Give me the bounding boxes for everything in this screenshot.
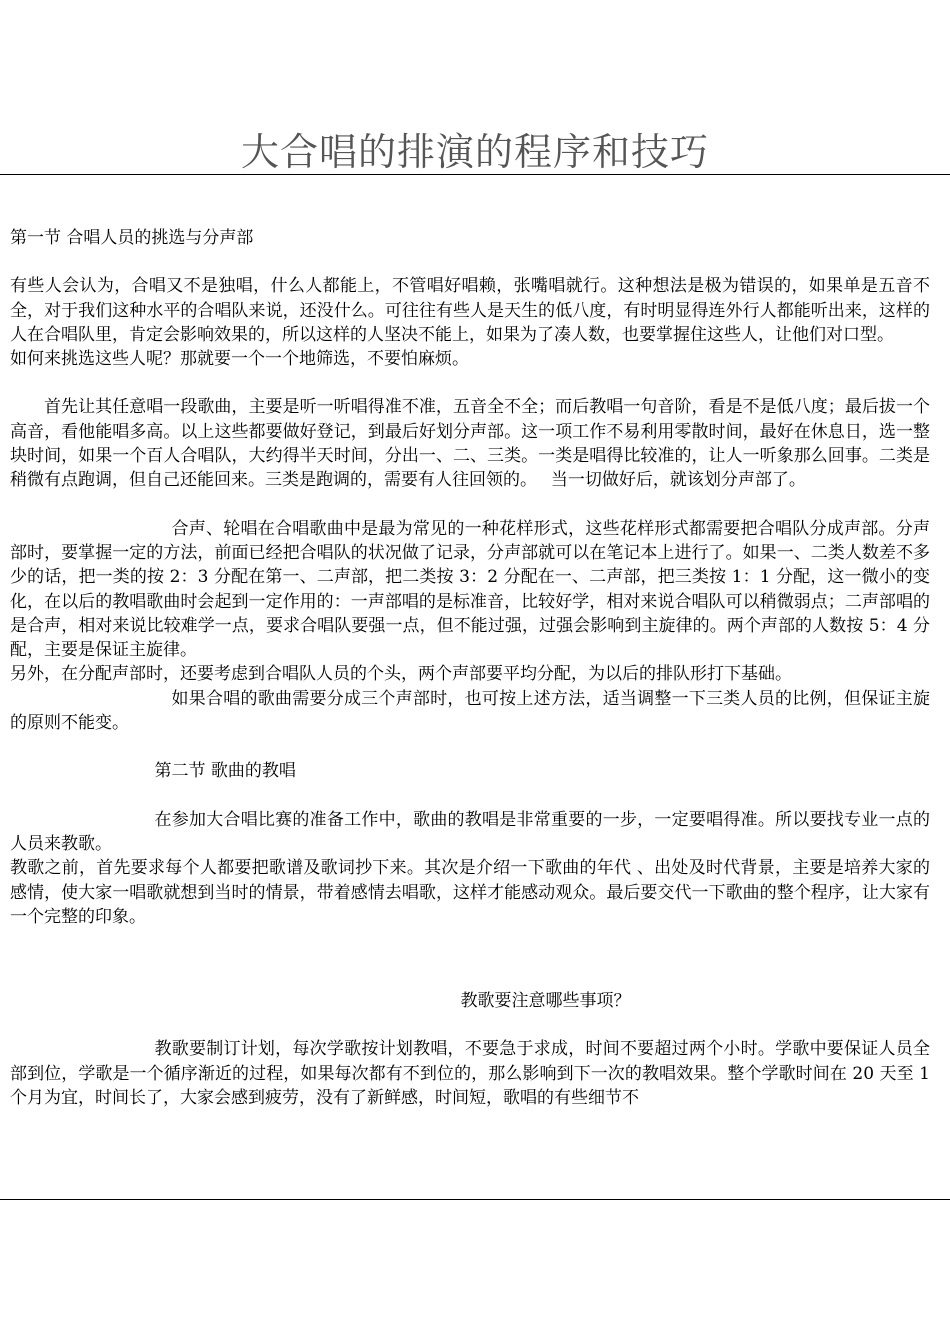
footer-rule <box>0 1199 950 1200</box>
spacer <box>10 1013 930 1037</box>
section2-paragraph-3: 教歌要制订计划，每次学歌按计划教唱，不要急于求成，时间不要超过两个小时。学歌中要保证人员全部到位，学歌是一个循序渐近的过程，如果每次都有不到位的，那么影响到下一次的教唱效果。整个学歌时间在 20 天至 1 个月为宜，时间长了，大家会感到疲劳，没有了新鲜感，时间短，歌唱的有些细节不 <box>10 1039 930 1109</box>
spacer <box>10 735 930 759</box>
spacer <box>10 493 930 517</box>
section1-paragraph-2: 如何来挑选这些人呢？那就要一个一个地筛选，不要怕麻烦。 <box>10 349 469 370</box>
document-body <box>10 226 930 1200</box>
header-rule <box>0 174 950 175</box>
section2-paragraph-1: 在参加大合唱比赛的准备工作中，歌曲的教唱是非常重要的一步，一定要唱得准。所以要找专业一点的人员来教歌。 <box>10 809 930 854</box>
spacer <box>10 929 930 989</box>
section1-paragraph-5: 另外，在分配声部时，还要考虑到合唱队人员的个头，两个声部要平均分配，为以后的排队形打下基础。 <box>10 664 792 685</box>
spacer <box>10 371 930 395</box>
spacer <box>10 784 930 808</box>
section1-paragraph-4: 合声、轮唱在合唱歌曲中是最为常见的一种花样形式，这些花样形式都需要把合唱队分成声部。分声部时，要掌握一定的方法，前面已经把合唱队的状况做了记录，分声部就可以在笔记本上进行了。如果一、二类人数差不多少的话，把一类的按 2：3 分配在第一、二声部，把二类按 3：2 分配在一、二声部，把三类按 1：1 分配，这一微小的变化，在以后的教唱歌曲时会起到一定作用的：一声部唱的是标准音，比较好学，相对来说合唱队可以稍微弱点；二声部唱的是合声，相对来说比较难学一点，要求合唱队要强一点，但不能过强，过强会影响到主旋律的。两个声部的人数按 5：4 分配，主要是保证主旋律。 <box>10 518 930 661</box>
section2-subheading: 教歌要注意哪些事项？ <box>460 991 631 1012</box>
section1-heading: 第一节 合唱人员的挑选与分声部 <box>10 228 254 248</box>
document-title: 大合唱的排演的程序和技巧 <box>240 130 709 174</box>
section1-paragraph-3: 首先让其任意唱一段歌曲，主要是听一听唱得准不准，五音全不全；而后教唱一句音阶，看是不是低八度；最后拔一个高音，看他能唱多高。以上这些都要做好登记，到最后好划分声部。这一项工作不易利用零散时间，最好在休息日，选一整块时间，如果一个百人合唱队，大约得半天时间，分出一、二、三类。一类是唱得比较准的，让人一听象那么回事。二类是稍微有点跑调，但自己还能回来。三类是跑调的，需要有人往回领的。 当一切做好后，就该划分声部了。 <box>10 397 930 491</box>
section1-paragraph-6: 如果合唱的歌曲需要分成三个声部时，也可按上述方法，适当调整一下三类人员的比例，但保证主旋的原则不能变。 <box>10 688 930 734</box>
spacer <box>10 250 930 274</box>
section1-paragraph-1: 有些人会认为，合唱又不是独唱，什么人都能上，不管唱好唱赖，张嘴唱就行。这种想法是极为错误的，如果单是五音不全，对于我们这种水平的合唱队来说，还没什么。可往往有些人是天生的低八度，有时明显得连外行人都能听出来，这样的人在合唱队里，肯定会影响效果的，所以这样的人坚决不能上，如果为了凑人数，也要掌握住这些人，让他们对口型。 <box>10 276 930 345</box>
section2-heading: 第二节 歌曲的教唱 <box>154 761 296 782</box>
section2-paragraph-2: 教歌之前，首先要求每个人都要把歌谱及歌词抄下来。其次是介绍一下歌曲的年代 、出处及时代背景，主要是培养大家的感情，使大家一唱歌就想到当时的情景，带着感情去唱歌，这样才能感动观众。最后要交代一下歌曲的整个程序，让大家有一个完整的印象。 <box>10 858 930 927</box>
